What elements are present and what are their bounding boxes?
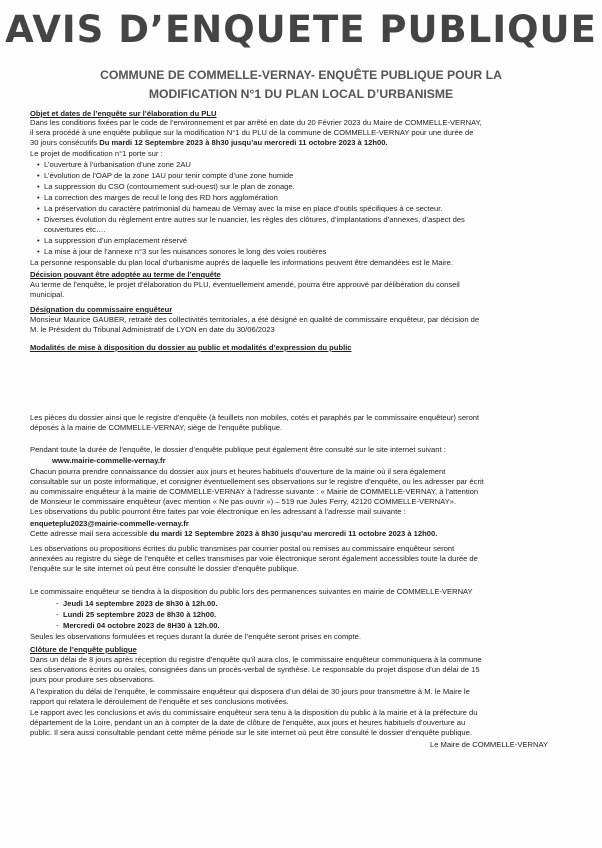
modalites-p4 (30, 529, 437, 539)
modalites-heading: Modalités de mise à disposition du dossier au public et modalités d’expression du public (30, 343, 352, 352)
bullet-icon: • (37, 215, 40, 224)
cloture-heading: Clôture de l’enquête publique (30, 645, 137, 654)
objet-line-2: il sera procédé à une enquête publique sur la modification N°1 du PLU de la commune de COMMELLE-VERNAY pour une durée de (30, 128, 474, 137)
email-link[interactable] (30, 519, 189, 529)
page-title: AVIS D’ENQUETE PUBLIQUE (5, 8, 597, 51)
modalites-p2: Pendant toute la durée de l’enquête, le dossier d’enquête publique peut également être consulté sur le site internet suivant : (30, 445, 446, 454)
objet-dates: Du mardi 12 Septembre 2023 à 8h30 jusqu’au mercredi 11 octobre 2023 à 12h00. (99, 138, 388, 147)
bullet-icon: • (37, 247, 40, 256)
modalites-p3-line-4: de Monsieur le commissaire enquêteur (avec mention « Ne pas ouvrir ») – 519 rue Jules Ferry, 42120 COMMELLE-VERNAY». (30, 497, 456, 506)
objet-closing: La personne responsable du plan local d’urbanisme auprès de laquelle les informations peuvent être demandées est le Maire. (30, 258, 453, 267)
modalites-p5-line-2: annexées au registre du siège de l’enquête et celles transmises par voie électronique seront également accessibles toute la durée de (30, 554, 478, 563)
modalites-p1-line-2: déposés à la mairie de COMMELLE-VERNAY, siège de l’enquête publique. (30, 423, 283, 432)
objet-heading: Objet et dates de l’enquête sur l’élaboration du PLU (30, 109, 217, 118)
cloture-line-7: département de la Loire, pendant un an à compter de la date de clôture de l’enquête, aux jours et heures habituels d’ouverture au (30, 718, 466, 727)
website-link-text[interactable]: www.mairie-commelle-vernay.fr (52, 456, 166, 465)
objet-duration: 30 jours consécutifs (30, 138, 98, 147)
objet-line-1: Dans les conditions fixées par le code de l’environnement et par arrêté en date du 20 Février 2023 du Maire de COMMELLE-VERNAY, (30, 118, 482, 127)
list-item: L’évolution de l’OAP de la zone 1AU pour tenir compte d’une zone humide (44, 171, 294, 180)
list-item: La suppression du CSO (contournement sud-ouest) sur le plan de zonage. (44, 182, 295, 191)
designation-line-1: Monsieur Maurice GAUBER, retraité des collectivités territoriales, a été désigné en qualité de commissaire enquêteur, par décision de (30, 315, 480, 324)
email-link-text[interactable]: enqueteplu2023@mairie-commelle-vernay.fr (30, 519, 189, 528)
dash-icon: - (56, 621, 59, 630)
subtitle-line-2: MODIFICATION N°1 DU PLAN LOCAL D’URBANISME (148, 87, 454, 101)
dash-icon: - (56, 610, 59, 619)
cloture-line-3: jours pour produire ses observations. (30, 675, 155, 684)
subtitle-line-1: COMMUNE DE COMMELLE-VERNAY- ENQUÊTE PUBLIQUE POUR LA (100, 68, 502, 82)
signature: Le Maire de COMMELLE-VERNAY (430, 740, 549, 749)
list-item: Diverses évolution du règlement entre autres sur le nuancier, les règles des clôtures, d’implantations d’annexes, d’aspect des (44, 215, 465, 224)
modalites-p4-intro: Cette adresse mail sera accessible (30, 529, 148, 538)
modalites-p7: Seules les observations formulées et reçues durant la durée de l’enquête seront prises en compte. (30, 632, 361, 641)
modalites-p1-line-1: Les pièces du dossier ainsi que le registre d’enquête (à feuillets non mobiles, cotés et paraphés par le commissaire enquêteur) seront (30, 413, 480, 422)
cloture-line-2: ses observations écrites ou orales, consignées dans un procès-verbal de synthèse. Le responsable du projet dispose d’un délai de 15 (30, 665, 480, 674)
designation-heading: Désignation du commissaire enquêteur (30, 305, 173, 314)
objet-line-3 (30, 138, 388, 148)
decision-line-1: Au terme de l’enquête, le projet d’élaboration du PLU, éventuellement amendé, pourra être approuvé par délibération du conseil (30, 280, 460, 289)
modalites-p3-line-1: Chacun pourra prendre connaissance du dossier aux jours et heures habituels d’ouverture de la mairie où il sera également (30, 467, 446, 476)
cloture-line-5: rapport qui relatera le déroulement de l’enquête et ses conclusions motivées. (30, 697, 289, 706)
cloture-line-6: Le rapport avec les conclusions et avis du commissaire enquêteur sera tenu à la disposition du public à la mairie et à la préfecture du (30, 708, 478, 717)
decision-line-2: municipal. (30, 290, 65, 299)
bullet-icon: • (37, 204, 40, 213)
list-item: La préservation du caractère patrimonial du hameau de Vernay avec la mise en place d’outils spécifiques à ce secteur. (44, 204, 443, 213)
designation-line-2: M. le Président du Tribunal Administratif de LYON en date du 30/06/2023 (30, 325, 275, 334)
modalites-p4-dates: du mardi 12 Septembre 2023 à 8h30 jusqu’au mercredi 11 octobre 2023 à 12h00. (149, 529, 438, 538)
cloture-line-1: Dans un délai de 8 jours après réception du registre d’enquête qu’il aura clos, le commissaire enquêteur communiquera à la commune (30, 655, 482, 664)
cloture-line-8: public. Il sera aussi consultable pendant cette même période sur le site internet où peut être consulté le dossier d’enquête publique. (30, 728, 472, 737)
website-link[interactable] (52, 456, 166, 466)
list-item-continuation: couvertures etc…. (44, 225, 106, 234)
permanence-item: Lundi 25 septembre 2023 de 8h30 à 12h00. (63, 610, 217, 619)
modalites-p3-line-5: Les observations du public pourront être faites par voie électronique en les adressant à l’adresse mail suivante : (30, 507, 406, 516)
modalites-p3-line-2: consultable sur un poste informatique, et consigner éventuellement ses observations sur le registre d’enquête, ou les adresser par écrit (30, 477, 484, 486)
modalites-p6: Le commissaire enquêteur se tiendra à la disposition du public lors des permanences suivantes en mairie de COMMELLE-VERNAY (30, 587, 473, 596)
dash-icon: - (56, 599, 59, 608)
bullet-icon: • (37, 160, 40, 169)
bullet-icon: • (37, 236, 40, 245)
cloture-line-4: A l’expiration du délai de l’enquête, le commissaire enquêteur qui disposera d’un délai de 30 jours pour transmettre à M. le Maire le (30, 687, 470, 696)
objet-intro: Le projet de modification n°1 porte sur : (30, 149, 163, 158)
modalites-p5-line-1: Les observations ou propositions écrites du public transmises par courrier postal ou remises au commissaire enquêteur seront (30, 544, 455, 553)
modalites-p5-line-3: l’enquête sur le site internet où peut être consulté le dossier d’enquête publique. (30, 564, 299, 573)
list-item: La suppression d’un emplacement réservé (44, 236, 188, 245)
modalites-p3-line-3: au commissaire enquêteur à la mairie de COMMELLE-VERNAY à l’adresse suivante : « Mairie de COMMELLE-VERNAY, à l’attention (30, 487, 479, 496)
bullet-icon: • (37, 171, 40, 180)
decision-heading: Décision pouvant être adoptée au terme de l’enquête (30, 270, 221, 279)
bullet-icon: • (37, 182, 40, 191)
list-item: L’ouverture à l’urbanisation d’une zone 2AU (44, 160, 191, 169)
permanence-item: Jeudi 14 septembre 2023 de 8h30 à 12h.00. (63, 599, 218, 608)
permanence-item: Mercredi 04 octobre 2023 de 8H30 à 12h.00. (63, 621, 220, 630)
list-item: La correction des marges de recul le long des RD hors agglomération (44, 193, 278, 202)
list-item: La mise à jour de l’annexe n°3 sur les nuisances sonores le long des voies routières (44, 247, 327, 256)
bullet-icon: • (37, 193, 40, 202)
